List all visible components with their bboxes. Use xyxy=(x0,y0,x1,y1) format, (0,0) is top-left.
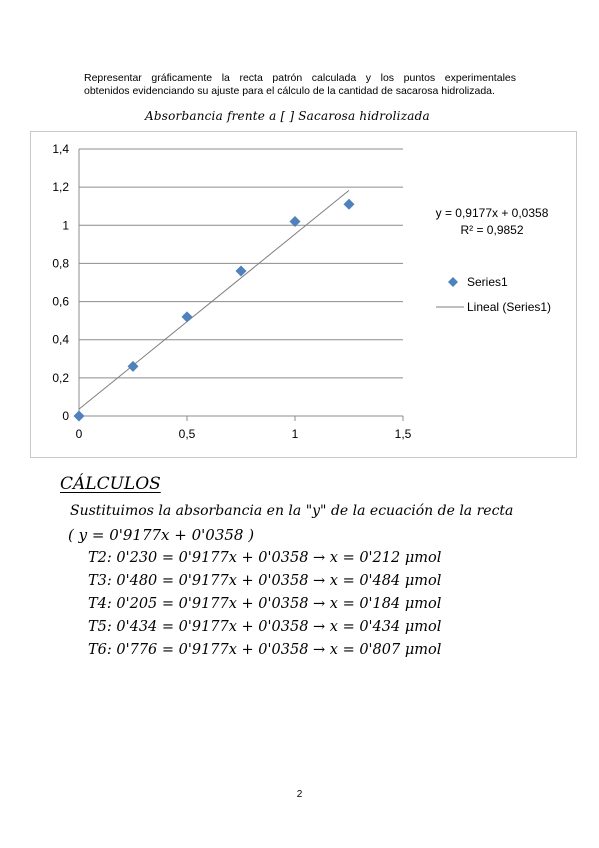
legend-marker-series1 xyxy=(448,277,458,287)
calc-row-t3: T3: 0'480 = 0'9177x + 0'0358 → x = 0'484 μmol xyxy=(88,573,442,589)
legend-label-trendline: Lineal (Series1) xyxy=(467,300,552,314)
chart-frame xyxy=(30,131,577,458)
y-tick-label: 0,8 xyxy=(52,256,69,271)
y-tick-label: 0 xyxy=(62,409,69,423)
x-tick-label: 1,5 xyxy=(394,427,412,441)
y-tick-label: 1,2 xyxy=(52,180,69,195)
calc-row-t6: T6: 0'776 = 0'9177x + 0'0358 → x = 0'807 μmol xyxy=(88,642,442,658)
handwritten-chart-title: Absorbancia frente a [ ] Sacarosa hidrolizada xyxy=(145,109,430,123)
y-tick-label: 1 xyxy=(62,218,69,233)
instructions-line-1: Representar gráficamente la recta patrón calculada y los puntos experimentales xyxy=(84,72,516,84)
y-tick-label: 0,6 xyxy=(52,294,69,309)
calculations-equation: ( y = 0'9177x + 0'0358 ) xyxy=(68,526,255,544)
trendline-equation: y = 0,9177x + 0,0358 xyxy=(435,206,549,220)
x-tick-label: 0 xyxy=(75,427,83,441)
x-tick-label: 0,5 xyxy=(178,427,196,441)
r-squared: R² = 0,9852 xyxy=(460,223,524,237)
calculations-title: CÁLCULOS xyxy=(60,474,161,494)
trendline xyxy=(79,190,349,409)
data-point xyxy=(344,199,355,210)
x-tick-label: 1 xyxy=(291,427,299,441)
scatter-chart xyxy=(31,132,576,457)
calc-row-t4: T4: 0'205 = 0'9177x + 0'0358 → x = 0'184 μmol xyxy=(88,596,442,612)
calculations-intro: Sustituimos la absorbancia en la "y" de la ecuación de la recta xyxy=(70,503,514,519)
instructions-text xyxy=(84,72,516,98)
calc-row-t5: T5: 0'434 = 0'9177x + 0'0358 → x = 0'434 μmol xyxy=(88,619,442,635)
y-tick-label: 0,2 xyxy=(52,370,69,385)
data-point xyxy=(74,411,85,422)
y-tick-label: 0,4 xyxy=(52,332,69,347)
page-number: 2 xyxy=(296,789,303,800)
legend-label-series1: Series1 xyxy=(467,275,508,289)
instructions-line-2: obtenidos evidenciando su ajuste para el cálculo de la cantidad de sacarosa hidrolizada. xyxy=(84,85,495,97)
data-point xyxy=(182,311,193,322)
calc-row-t2: T2: 0'230 = 0'9177x + 0'0358 → x = 0'212 μmol xyxy=(88,550,442,566)
y-tick-label: 1,4 xyxy=(52,142,69,156)
